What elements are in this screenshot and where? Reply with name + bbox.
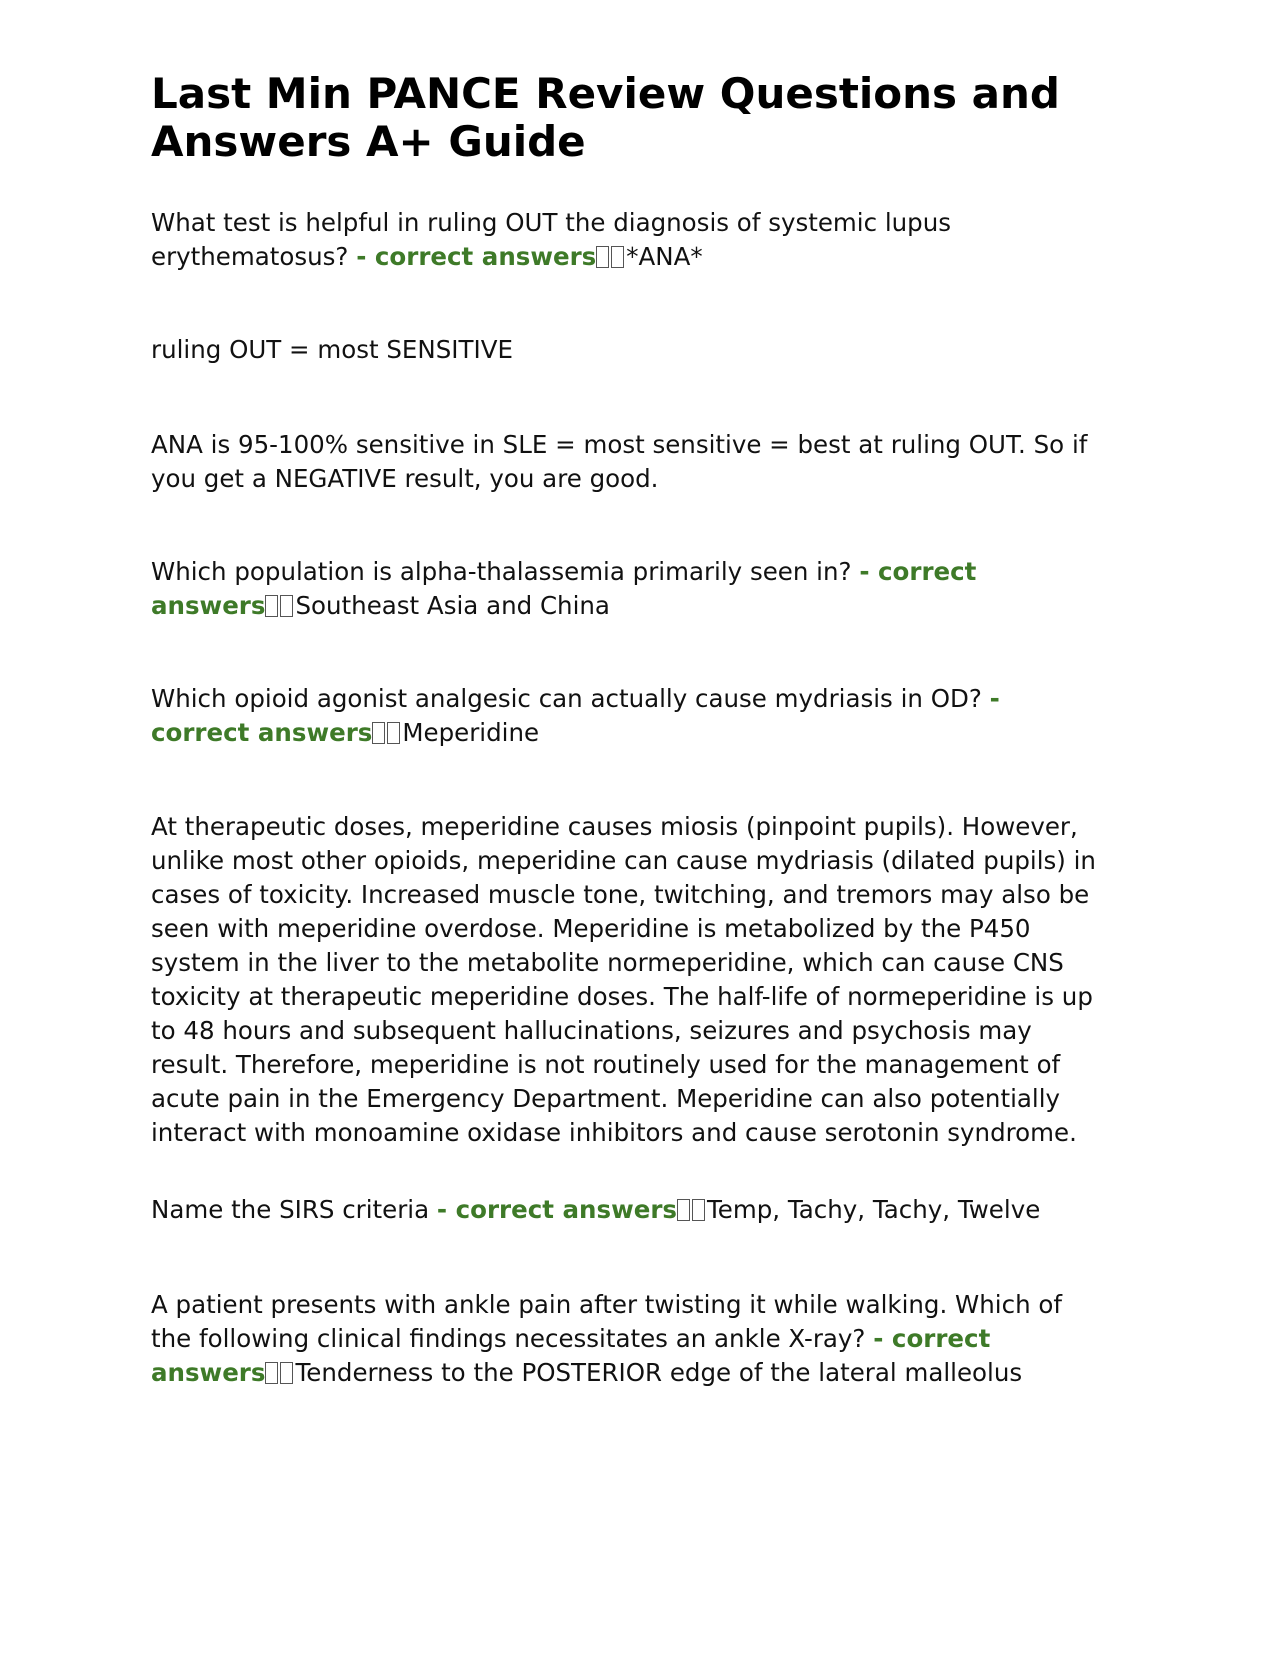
document-title-line-2: Answers A+ Guide <box>151 117 586 166</box>
explanation-line: At therapeutic doses, meperidine causes miosis (pinpoint pupils). However, <box>151 812 1078 841</box>
missing-glyph-icon <box>372 722 385 744</box>
qa-item-sirs <box>151 1193 1161 1227</box>
note-paragraph <box>151 333 1161 367</box>
question-text-line-1: What test is helpful in ruling OUT the diagnosis of systemic lupus <box>151 208 952 237</box>
answer-marker-part-1: - correct <box>859 557 977 586</box>
question-text-line-2: erythematosus? <box>151 242 357 271</box>
qa-item-thalassemia <box>151 555 1161 623</box>
document-title <box>151 70 1161 166</box>
explanation-paragraph <box>151 428 1161 496</box>
document-title-line-1: Last Min PANCE Review Questions and <box>151 69 1060 118</box>
missing-glyph-icon <box>280 595 293 617</box>
answer-marker-part-2: answers <box>151 1358 266 1387</box>
answer-marker: - correct answers <box>356 242 597 271</box>
answer-text: Temp, Tachy, Tachy, Twelve <box>707 1195 1041 1224</box>
explanation-line: toxicity at therapeutic meperidine doses. The half-life of normeperidine is up <box>151 982 1093 1011</box>
question-text: Which population is alpha-thalassemia primarily seen in? <box>151 557 860 586</box>
missing-glyph-icon <box>265 595 278 617</box>
explanation-line: cases of toxicity. Increased muscle tone, twitching, and tremors may also be <box>151 880 1090 909</box>
explanation-line: unlike most other opioids, meperidine can cause mydriasis (dilated pupils) in <box>151 846 1096 875</box>
explanation-line-1: ANA is 95-100% sensitive in SLE = most sensitive = best at ruling OUT. So if <box>151 430 1088 459</box>
note-text: ruling OUT = most SENSITIVE <box>151 335 513 364</box>
explanation-line: seen with meperidine overdose. Meperidine is metabolized by the P450 <box>151 914 1031 943</box>
missing-glyph-icon <box>596 246 609 268</box>
answer-marker: - correct answers <box>436 1195 677 1224</box>
question-text: Which opioid agonist analgesic can actually cause mydriasis in OD? <box>151 684 990 713</box>
document-page <box>151 69 1161 1387</box>
missing-glyph-icon <box>265 1362 278 1384</box>
explanation-line: result. Therefore, meperidine is not routinely used for the management of <box>151 1050 1061 1079</box>
question-text: Name the SIRS criteria <box>151 1195 437 1224</box>
explanation-line-2: you get a NEGATIVE result, you are good. <box>151 464 659 493</box>
answer-text: *ANA* <box>626 242 703 271</box>
answer-marker-part-2: answers <box>151 591 266 620</box>
explanation-line: to 48 hours and subsequent hallucinations, seizures and psychosis may <box>151 1016 1032 1045</box>
answer-text: Southeast Asia and China <box>295 591 610 620</box>
answer-marker-part-2: correct answers <box>151 718 373 747</box>
answer-text: Meperidine <box>402 718 540 747</box>
qa-item-sle <box>151 206 1161 274</box>
question-text-line-1: A patient presents with ankle pain after twisting it while walking. Which of <box>151 1290 1063 1319</box>
qa-item-ankle <box>151 1288 1161 1390</box>
explanation-line: interact with monoamine oxidase inhibitors and cause serotonin syndrome. <box>151 1118 1077 1147</box>
missing-glyph-icon <box>387 722 400 744</box>
missing-glyph-icon <box>611 246 624 268</box>
explanation-paragraph-meperidine <box>151 810 1161 1150</box>
missing-glyph-icon <box>677 1199 690 1221</box>
explanation-line: acute pain in the Emergency Department. Meperidine can also potentially <box>151 1084 1061 1113</box>
answer-marker-part-1: - <box>989 684 1000 713</box>
explanation-line: system in the liver to the metabolite normeperidine, which can cause CNS <box>151 948 1064 977</box>
qa-item-opioid <box>151 682 1161 750</box>
missing-glyph-icon <box>280 1362 293 1384</box>
missing-glyph-icon <box>692 1199 705 1221</box>
question-text-line-2: the following clinical findings necessitates an ankle X-ray? <box>151 1324 874 1353</box>
answer-marker-part-1: - correct <box>873 1324 991 1353</box>
answer-text: Tenderness to the POSTERIOR edge of the lateral malleolus <box>295 1358 1023 1387</box>
